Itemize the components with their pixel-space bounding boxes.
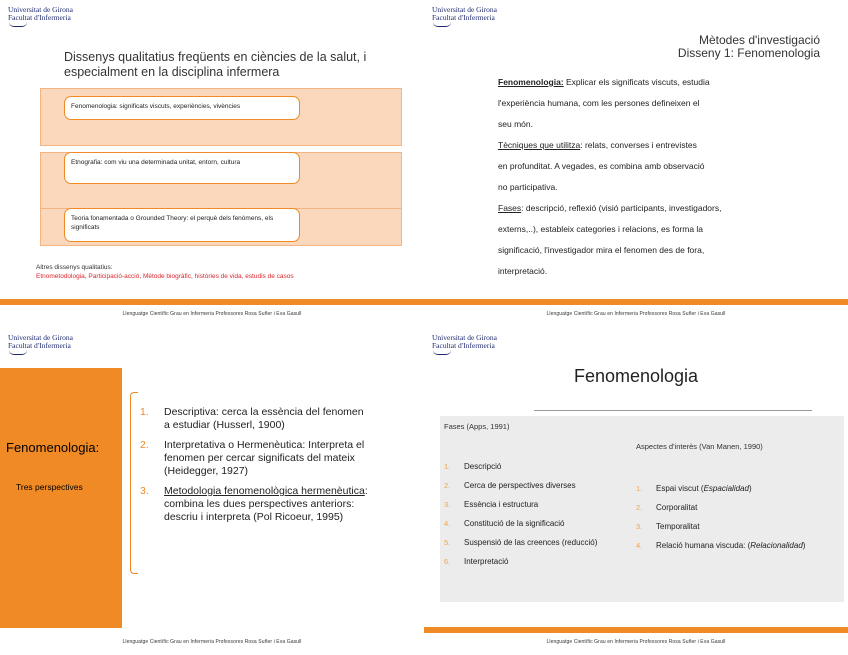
logo-line-2: Facultat d'Infermeria xyxy=(8,341,71,350)
item-number: 4. xyxy=(636,541,643,550)
section-subheading: Tres perspectives xyxy=(16,482,83,492)
title-line-2: Disseny 1: Fenomenologia xyxy=(677,46,820,60)
item-text: Temporalitat xyxy=(656,522,700,531)
item-text: Interpretació xyxy=(464,557,509,566)
logo-line-2: Facultat d'Infermeria xyxy=(432,341,495,350)
logo-arc-icon xyxy=(433,22,451,27)
design-box-2: Etnografia: com viu una determinada unitat, entorn, cultura xyxy=(64,152,300,184)
footer-text: Llenguatge Científic Grau en Infermeria Professores Rosa Suñer i Eva Gasull xyxy=(122,311,302,317)
body-line: l'experiència humana, com les persones defineixen el xyxy=(498,98,700,108)
footer-bar xyxy=(0,299,424,305)
list-item xyxy=(636,522,826,532)
title-divider xyxy=(534,410,812,411)
body-line: en profunditat. A vegades, es combina amb observació xyxy=(498,161,705,171)
item-text: Relació humana viscuda: ( xyxy=(656,541,751,550)
item-underlined-text: Metodologia fenomenològica hermenèutica xyxy=(164,485,365,497)
item-text: Espai viscut ( xyxy=(656,484,704,493)
slide-body xyxy=(498,72,798,282)
item-text: Descripció xyxy=(464,462,502,471)
techniques-label: Tècniques que utilitza xyxy=(498,140,581,150)
list-item xyxy=(140,485,370,524)
other-designs-label: Altres dissenys qualitatius: xyxy=(36,264,113,271)
list-item xyxy=(444,538,624,548)
body-line xyxy=(498,198,798,219)
item-number: 2. xyxy=(140,439,149,451)
list-item xyxy=(444,481,624,491)
slide-title: Fenomenologia xyxy=(573,366,699,386)
item-number: 2. xyxy=(636,503,643,512)
logo-arc-icon xyxy=(9,22,27,27)
item-number: 3. xyxy=(636,522,643,531)
item-number: 3. xyxy=(140,485,149,497)
aspects-heading: Aspectes d'interès (Van Manen, 1990) xyxy=(636,442,763,451)
definition-text: Explicar els significats viscuts, estudia xyxy=(563,77,710,87)
university-logo xyxy=(8,334,73,355)
item-number: 1. xyxy=(444,462,451,471)
university-logo xyxy=(8,6,73,27)
logo-line-1: Universitat de Girona xyxy=(432,5,497,14)
item-emphasis: Relacionalidad xyxy=(750,541,803,550)
bracket-icon xyxy=(130,392,138,574)
body-line xyxy=(498,135,798,156)
list-item xyxy=(444,500,624,510)
list-item xyxy=(140,406,370,432)
logo-line-1: Universitat de Girona xyxy=(432,333,497,342)
list-item xyxy=(444,557,624,567)
list-item xyxy=(140,439,370,478)
slide-4 xyxy=(424,328,848,655)
body-line xyxy=(498,72,798,93)
slide-footer xyxy=(0,627,424,655)
item-text: : combina les dues perspectives anteriors: descriu i interpreta (Pol Ricoeur, 1995) xyxy=(164,485,368,523)
list-item xyxy=(636,484,826,494)
item-number: 5. xyxy=(444,538,451,547)
logo-arc-icon xyxy=(9,350,27,355)
logo-line-2: Facultat d'Infermeria xyxy=(432,13,495,22)
body-line: interpretació. xyxy=(498,266,548,276)
university-logo xyxy=(432,334,497,355)
orange-side-panel xyxy=(0,328,122,628)
footer-text: Llenguatge Científic Grau en Infermeria Professores Rosa Suñer i Eva Gasull xyxy=(546,311,726,317)
item-number: 2. xyxy=(444,481,451,490)
content-panel xyxy=(440,416,844,602)
slide-title xyxy=(520,34,820,60)
other-designs xyxy=(36,263,294,281)
footer-bar xyxy=(424,299,848,305)
logo-line-1: Universitat de Girona xyxy=(8,333,73,342)
phases-heading: Fases (Apps, 1991) xyxy=(444,422,510,431)
item-number: 3. xyxy=(444,500,451,509)
item-text: Interpretativa o Hermenèutica: Interpreta el fenomen per cercar significats del mateix (Heidegger, 1927) xyxy=(164,439,365,477)
item-text: Corporalitat xyxy=(656,503,698,512)
list-item xyxy=(444,462,624,472)
body-line: no participativa. xyxy=(498,182,558,192)
footer-text: Llenguatge Científic Grau en Infermeria Professores Rosa Suñer i Eva Gasull xyxy=(122,639,302,645)
item-text: Essència i estructura xyxy=(464,500,539,509)
item-text: Descriptiva: cerca la essència del fenomen a estudiar (Husserl, 1900) xyxy=(164,406,364,431)
slide-footer xyxy=(424,627,848,655)
perspectives-list xyxy=(140,406,370,531)
logo-arc-icon xyxy=(433,350,451,355)
definition-label: Fenomenologia: xyxy=(498,77,564,87)
footer-bar xyxy=(424,627,848,633)
item-number: 6. xyxy=(444,557,451,566)
university-logo xyxy=(432,6,497,27)
slide-2 xyxy=(424,0,848,327)
list-item xyxy=(636,503,826,513)
design-box-3: Teoria fonamentada o Grounded Theory: el perquè dels fenòmens, els significats xyxy=(64,208,300,242)
logo-line-1: Universitat de Girona xyxy=(8,5,73,14)
aspects-list xyxy=(636,484,826,560)
slide-title: Dissenys qualitatius freqüents en ciències de la salut, i especialment en la disciplina infermera xyxy=(64,50,367,79)
phases-text: : descripció, reflexió (visió participants, investigadors, xyxy=(521,203,722,213)
item-number: 1. xyxy=(636,484,643,493)
item-text-end: ) xyxy=(748,484,752,493)
item-text: Cerca de perspectives diverses xyxy=(464,481,576,490)
body-line: significació, l'investigador mira el fenomen des de fora, xyxy=(498,245,705,255)
item-number: 4. xyxy=(444,519,451,528)
section-heading: Fenomenologia: xyxy=(6,440,100,455)
item-emphasis: Espacialidad xyxy=(703,484,749,493)
body-line: seu món. xyxy=(498,119,533,129)
other-designs-list: Etnometodologia, Participació-acció, Mètode biogràfic, històries de vida, estudis de casos xyxy=(36,273,294,280)
item-number: 1. xyxy=(140,406,149,418)
slide-3 xyxy=(0,328,424,655)
slide-footer xyxy=(424,299,848,327)
item-text: Suspensió de las creences (reducció) xyxy=(464,538,598,547)
item-text-end: ) xyxy=(802,541,806,550)
title-line-1: Mètodes d'investigació xyxy=(698,33,820,47)
phases-label: Fases xyxy=(498,203,522,213)
slide-1 xyxy=(0,0,424,327)
phases-list xyxy=(444,462,624,576)
slide-footer xyxy=(0,299,424,327)
logo-line-2: Facultat d'Infermeria xyxy=(8,13,71,22)
body-line: externs,..), estableix categories i relacions, es forma la xyxy=(498,224,704,234)
list-item xyxy=(444,519,624,529)
design-box-1: Fenomenologia: significats viscuts, experiències, vivències xyxy=(64,96,300,120)
footer-text: Llenguatge Científic Grau en Infermeria Professores Rosa Suñer i Eva Gasull xyxy=(546,639,726,645)
techniques-text: : relats, converses i entrevistes xyxy=(580,140,697,150)
list-item xyxy=(636,541,826,551)
item-text: Constitució de la significació xyxy=(464,519,565,528)
